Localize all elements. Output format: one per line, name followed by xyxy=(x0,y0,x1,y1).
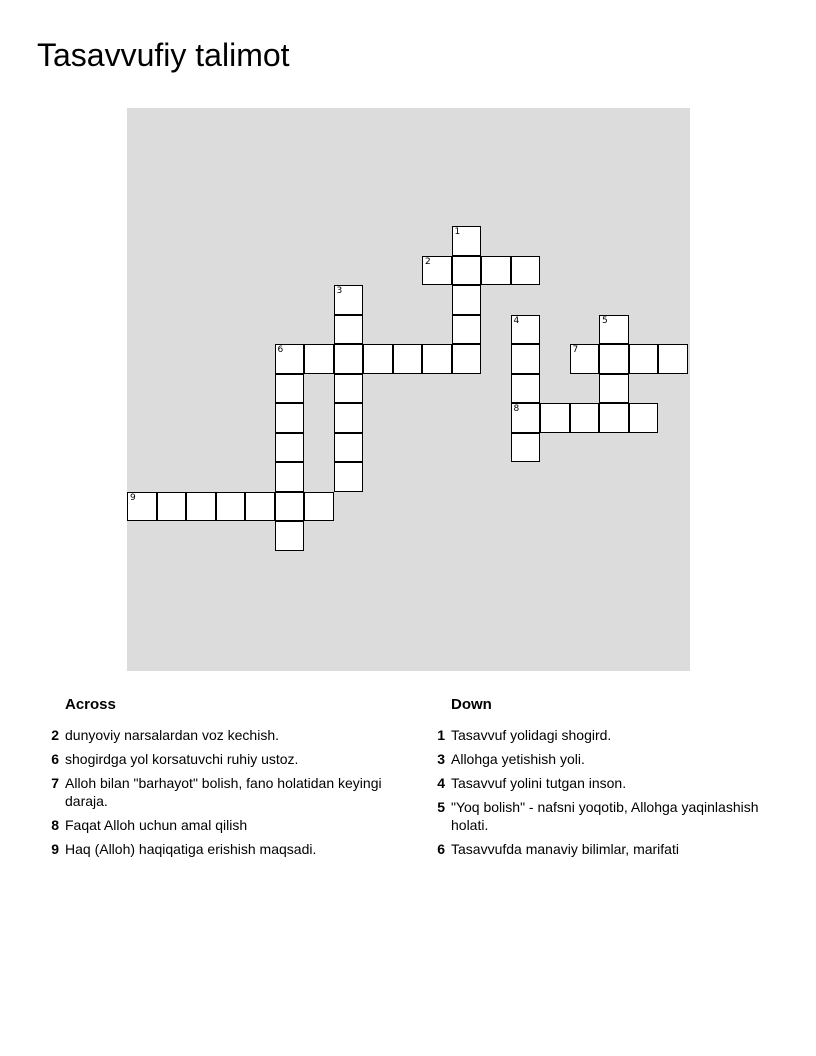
clue-number: 3 xyxy=(336,286,343,296)
grid-cell[interactable] xyxy=(481,256,511,286)
grid-cell[interactable] xyxy=(452,256,482,286)
clue-number: 5 xyxy=(437,799,445,815)
clue-number: 3 xyxy=(437,751,445,767)
grid-cell[interactable] xyxy=(511,403,541,433)
clue-text: Alloh bilan "barhayot" bolish, fano holatidan keyingi daraja. xyxy=(65,775,382,809)
grid-cell[interactable] xyxy=(245,492,275,522)
clue-text: Haq (Alloh) haqiqatiga erishish maqsadi. xyxy=(65,841,317,857)
clue-number: 2 xyxy=(51,727,59,743)
grid-cell[interactable] xyxy=(334,403,364,433)
grid-cell[interactable] xyxy=(275,344,305,374)
grid-cell[interactable] xyxy=(216,492,246,522)
grid-cell[interactable] xyxy=(599,374,629,404)
across-clue xyxy=(43,726,388,744)
grid-cell[interactable] xyxy=(570,344,600,374)
grid-cell[interactable] xyxy=(334,344,364,374)
grid-cell[interactable] xyxy=(452,344,482,374)
down-clue xyxy=(429,750,774,768)
grid-cell[interactable] xyxy=(334,285,364,315)
across-clue xyxy=(43,774,388,810)
clue-number: 7 xyxy=(572,345,579,355)
across-clue xyxy=(43,816,388,834)
grid-cell[interactable] xyxy=(599,344,629,374)
clue-number: 9 xyxy=(51,841,59,857)
clue-number: 6 xyxy=(277,345,284,355)
clue-text: Tasavvufda manaviy bilimlar, marifati xyxy=(451,841,679,857)
clue-number: 7 xyxy=(51,775,59,791)
grid-cell[interactable] xyxy=(511,374,541,404)
down-clue xyxy=(429,798,774,834)
clue-number: 5 xyxy=(602,315,608,326)
clue-number: 6 xyxy=(51,751,59,767)
grid-cell[interactable] xyxy=(599,403,629,433)
clue-number: 2 xyxy=(425,256,431,267)
clue-text: Tasavvuf yolini tutgan inson. xyxy=(451,775,627,791)
grid-cell[interactable] xyxy=(452,315,482,345)
clue-text: Allohga yetishish yoli. xyxy=(451,751,585,767)
grid-cell[interactable] xyxy=(511,344,541,374)
grid-cell[interactable] xyxy=(629,344,659,374)
across-clues xyxy=(43,694,388,864)
grid-cell[interactable] xyxy=(570,403,600,433)
grid-cell[interactable] xyxy=(334,433,364,463)
down-clue xyxy=(429,726,774,744)
clue-text: Faqat Alloh uchun amal qilish xyxy=(65,817,248,833)
grid-cell[interactable] xyxy=(540,403,570,433)
grid-cell[interactable] xyxy=(511,315,541,345)
grid-cell[interactable] xyxy=(599,315,629,345)
grid-cell[interactable] xyxy=(422,256,452,286)
grid-cell[interactable] xyxy=(452,285,482,315)
grid-cell[interactable] xyxy=(275,403,305,433)
grid-cell[interactable] xyxy=(186,492,216,522)
grid-cell[interactable] xyxy=(334,315,364,345)
down-clue xyxy=(429,840,774,858)
grid-cell[interactable] xyxy=(127,492,157,522)
clue-number: 6 xyxy=(437,841,445,857)
clue-number: 1 xyxy=(437,727,445,743)
grid-cell[interactable] xyxy=(275,374,305,404)
clue-number: 9 xyxy=(130,492,136,503)
grid-cell[interactable] xyxy=(275,492,305,522)
down-clue xyxy=(429,774,774,792)
grid-cell[interactable] xyxy=(334,374,364,404)
clue-number: 8 xyxy=(51,817,59,833)
grid-cell[interactable] xyxy=(304,344,334,374)
down-heading: Down xyxy=(451,696,492,713)
clue-number: 8 xyxy=(513,404,520,414)
grid-cell[interactable] xyxy=(275,521,305,551)
page-title: Tasavvufiy talimot xyxy=(37,37,290,73)
grid-cell[interactable] xyxy=(393,344,423,374)
crossword-grid xyxy=(127,108,690,671)
grid-cell[interactable] xyxy=(452,226,482,256)
clue-text: shogirdga yol korsatuvchi ruhiy ustoz. xyxy=(65,751,299,767)
clue-text: dunyoviy narsalardan voz kechish. xyxy=(65,727,280,743)
grid-cell[interactable] xyxy=(304,492,334,522)
clue-number: 4 xyxy=(437,775,445,791)
down-clues xyxy=(429,694,774,864)
across-clue xyxy=(43,750,388,768)
grid-cell[interactable] xyxy=(334,462,364,492)
clue-number: 4 xyxy=(513,315,520,326)
clue-number: 1 xyxy=(454,227,461,237)
clue-text: Tasavvuf yolidagi shogird. xyxy=(451,727,612,743)
grid-cell[interactable] xyxy=(275,433,305,463)
grid-cell[interactable] xyxy=(658,344,688,374)
grid-cell[interactable] xyxy=(275,462,305,492)
grid-cell[interactable] xyxy=(511,433,541,463)
grid-cell[interactable] xyxy=(511,256,541,286)
across-heading: Across xyxy=(65,696,116,713)
grid-cell[interactable] xyxy=(157,492,187,522)
grid-cell[interactable] xyxy=(422,344,452,374)
grid-cell[interactable] xyxy=(629,403,659,433)
grid-cell[interactable] xyxy=(363,344,393,374)
across-clue xyxy=(43,840,388,858)
clue-text: "Yoq bolish" - nafsni yoqotib, Allohga yaqinlashish holati. xyxy=(451,799,759,833)
